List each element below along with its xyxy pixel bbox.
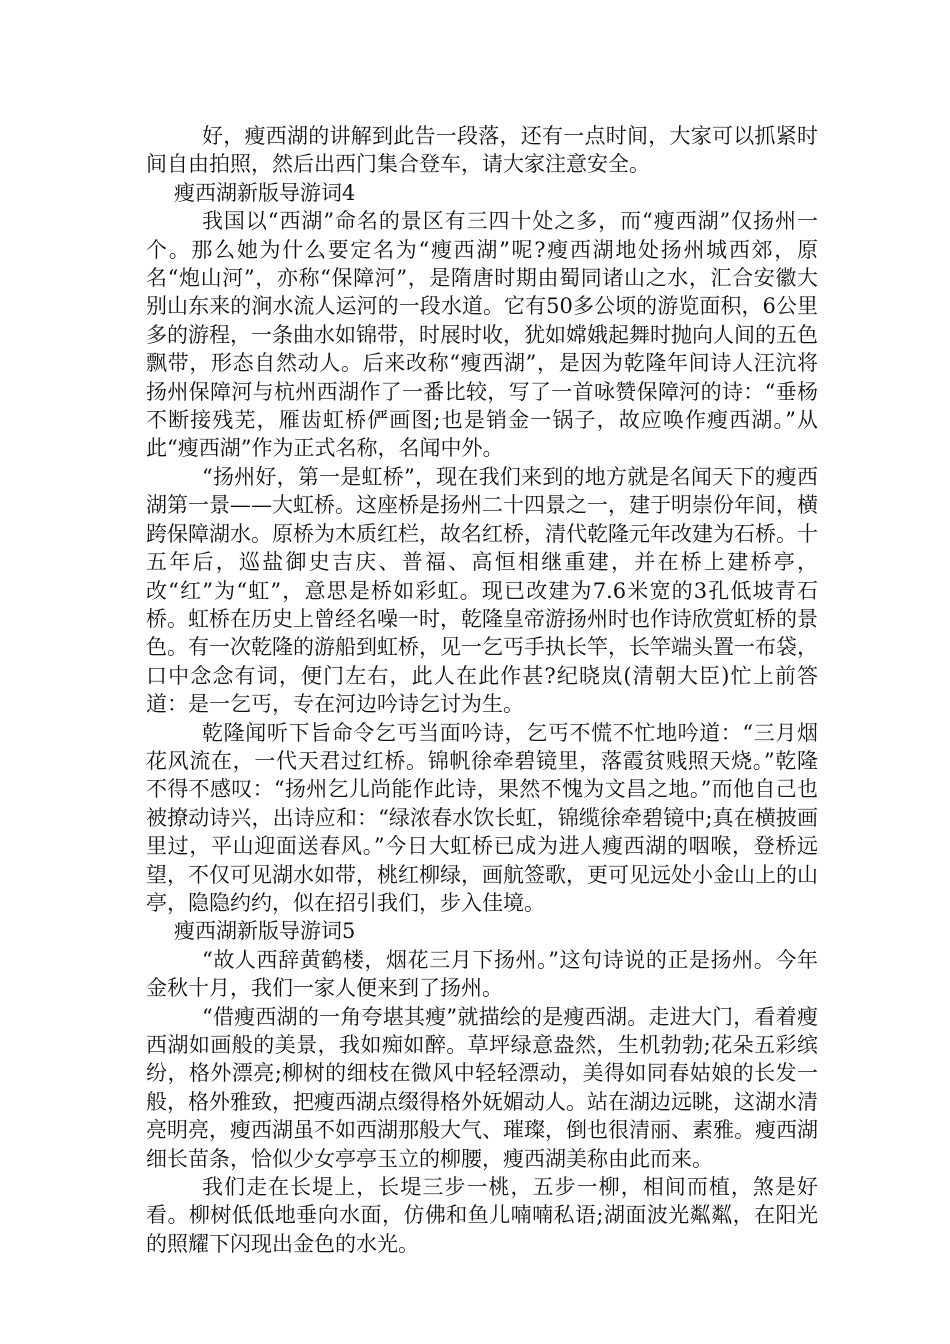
paragraph: “故人西辞黄鹤楼，烟花三月下扬州。”这句诗说的正是扬州。今年金秋十月，我们一家人便来到了扬州。 [146,947,818,1001]
paragraph: 我们走在长堤上，长堤三步一桃，五步一柳，相间而植，煞是好看。柳树低低地垂向水面，仿佛和鱼儿喃喃私语;湖面波光粼粼，在阳光的照耀下闪现出金色的水光。 [146,1175,818,1256]
paragraph: “扬州好，第一是虹桥”，现在我们来到的地方就是名闻天下的瘦西湖第一景——大虹桥。这座桥是扬州二十四景之一，建于明崇份年间，横跨保障湖水。原桥为木质红栏，故名红桥，清代乾隆元年改建为石桥。十五年后，巡盐御史吉庆、普福、高恒相继重建，并在桥上建桥亭，改“红”为“虹”，意思是桥如彩虹。现已改建为7.6米宽的3孔低坡青石桥。虹桥在历史上曾经名噪一时，乾隆皇帝游扬州时也作诗欣赏虹桥的景色。有一次乾隆的游船到虹桥，见一乞丐手执长竿，长竿端头置一布袋，口中念念有词，便门左右，此人在此作甚?纪晓岚(清朝大臣)忙上前答道：是一乞丐，专在河边吟诗乞讨为生。 [146,464,818,717]
paragraph: 我国以“西湖”命名的景区有三四十处之多，而“瘦西湖”仅扬州一个。那么她为什么要定名为“瘦西湖”呢?瘦西湖地处扬州城西郊，原名“炮山河”，亦称“保障河”，是隋唐时期由蜀同诸山之水，汇合安徽大别山东来的涧水流人运河的一段水道。它有50多公顷的游览面积，6公里多的游程，一条曲水如锦带，时展时收，犹如嫦娥起舞时抛向人间的五色飘带，形态自然动人。后来改称“瘦西湖”，是因为乾隆年间诗人汪沆将扬州保障河与杭州西湖作了一番比较，写了一首咏赞保障河的诗：“垂杨不断接残芜，雁齿虹桥俨画图;也是销金一锅子，故应唤作瘦西湖。”从此“瘦西湖”作为正式名称，名闻中外。 [146,209,818,461]
paragraph: 乾隆闻听下旨命令乞丐当面吟诗，乞丐不慌不忙地吟道：“三月烟花风流在，一代天君过红桥。锦帆徐牵碧镜里，落霞贫贱照天烧。”乾隆不得不感叹：“扬州乞儿尚能作此诗，果然不愧为文昌之地。”而他自己也被撩动诗兴，出诗应和：“绿浓春水饮长虹，锦缆徐牵碧镜中;真在横披画里过，平山迎面送春风。”今日大虹桥已成为进人瘦西湖的咽喉，登桥远望，不仅可见湖水如带，桃红柳绿，画航签歌，更可见远处小金山上的山亭，隐隐约约，似在招引我们，步入佳境。 [146,720,818,915]
document-page [146,122,818,1258]
section-heading: 瘦西湖新版导游词5 [174,919,356,944]
paragraph: “借瘦西湖的一角夸堪其瘦”就描绘的是瘦西湖。走进大门，看着瘦西湖如画般的美景，我如痴如醉。草坪绿意盎然，生机勃勃;花朵五彩缤纷，格外漂亮;柳树的细枝在微风中轻轻漂动，美得如同春姑娘的长发一般，格外雅致，把瘦西湖点缀得格外妩媚动人。站在湖边远眺，这湖水清亮明亮，瘦西湖虽不如西湖那般大气、璀璨，倒也很清丽、素雅。瘦西湖细长苗条，恰似少女亭亭玉立的柳腰，瘦西湖美称由此而来。 [146,1004,818,1171]
section-heading: 瘦西湖新版导游词4 [174,180,356,205]
paragraph: 好，瘦西湖的讲解到此告一段落，还有一点时间，大家可以抓紧时间自由拍照，然后出西门集合登车，请大家注意安全。 [146,124,818,177]
